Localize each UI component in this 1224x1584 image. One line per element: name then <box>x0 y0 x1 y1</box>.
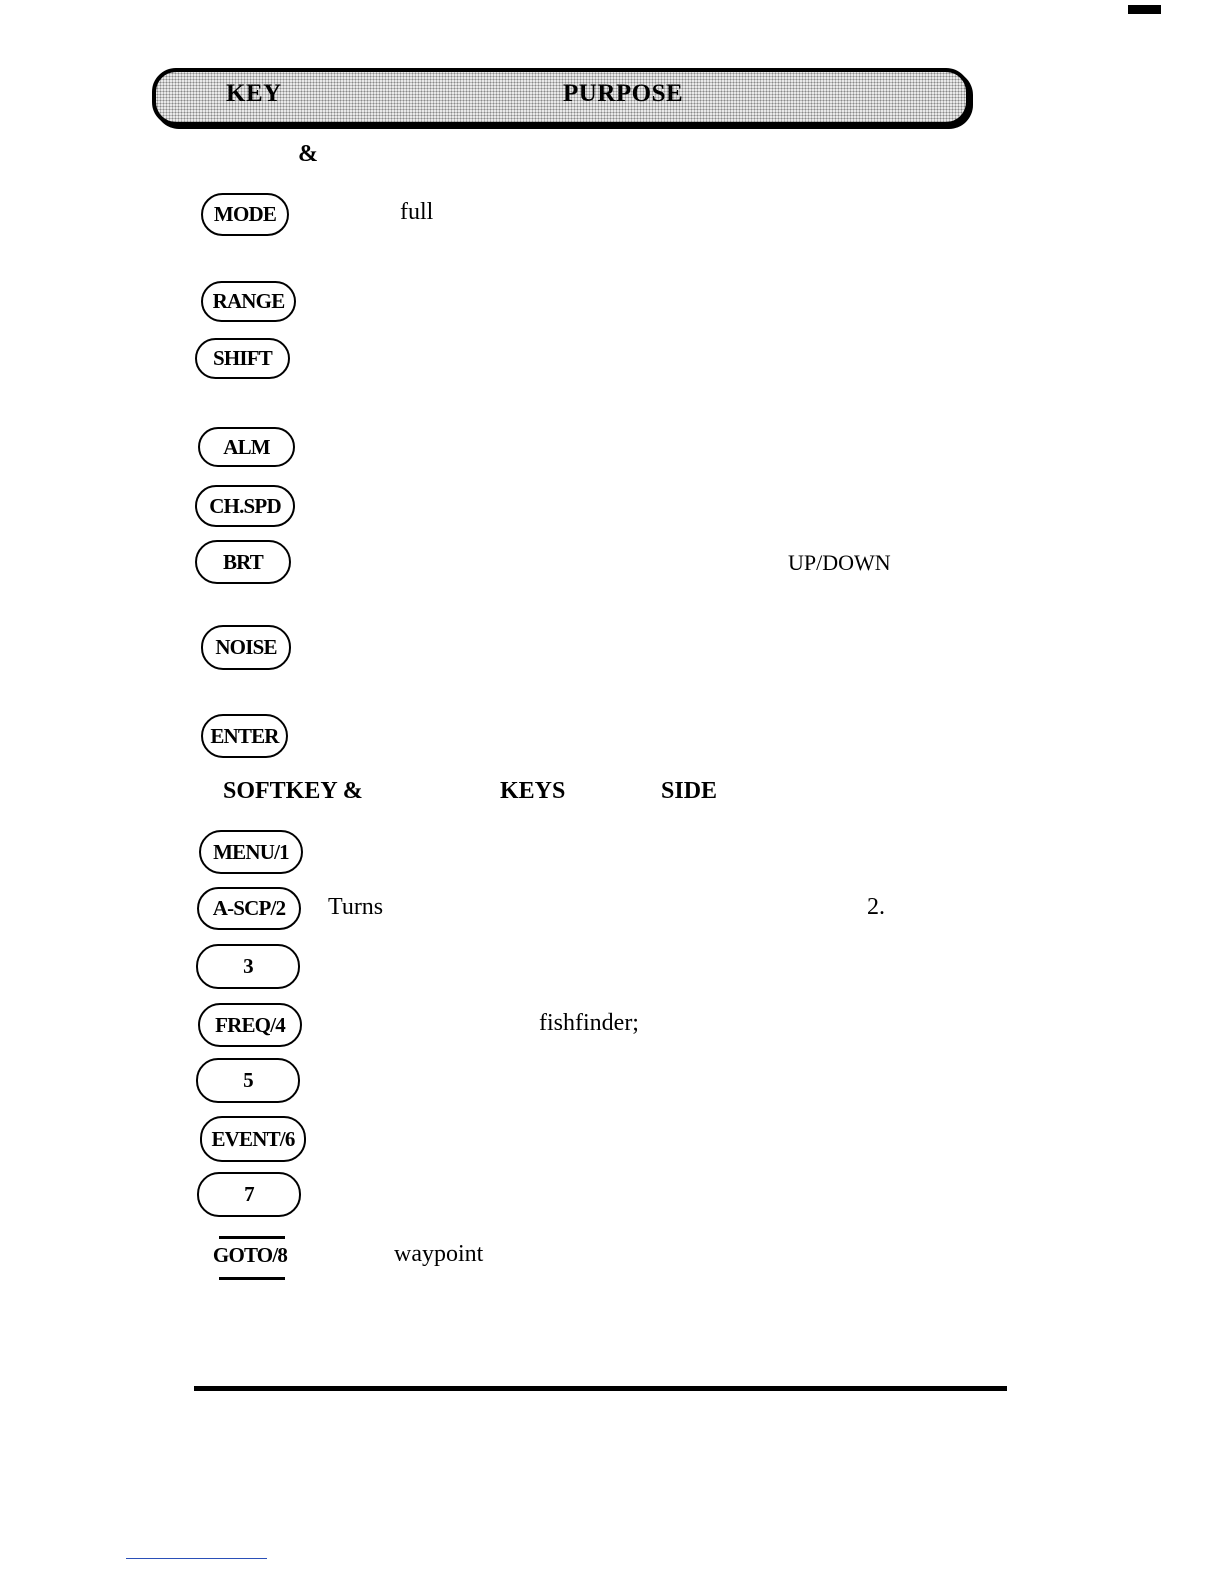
mode-key: MODE <box>201 193 289 236</box>
key-7: 7 <box>197 1172 301 1217</box>
menu-1-key: MENU/1 <box>199 830 303 874</box>
goto-description: waypoint <box>394 1241 484 1267</box>
key-3: 3 <box>196 944 300 989</box>
freq-description: fishfinder; <box>539 1010 639 1036</box>
noise-key: NOISE <box>201 625 291 670</box>
key-5: 5 <box>196 1058 300 1103</box>
brt-description: UP/DOWN <box>788 550 891 575</box>
goto-key-bottom-line <box>219 1277 285 1280</box>
corner-mark <box>1128 5 1161 14</box>
section-title-keys: KEYS <box>500 778 566 804</box>
ascp-description-turns: Turns <box>328 894 384 920</box>
ampersand-fragment: & <box>298 141 318 167</box>
section-title-side: SIDE <box>661 778 718 804</box>
goto-8-key <box>205 1236 295 1280</box>
section-title-softkey: SOFTKEY & <box>223 778 363 804</box>
shift-key: SHIFT <box>195 338 290 379</box>
brt-key: BRT <box>195 540 291 584</box>
goto-key-top-line <box>219 1236 285 1239</box>
goto-key-label: GOTO/8 <box>212 1243 288 1267</box>
alm-key: ALM <box>198 427 295 467</box>
header-key-label: KEY <box>226 80 282 107</box>
header-purpose-label: PURPOSE <box>563 80 684 107</box>
event-6-key: EVENT/6 <box>200 1116 306 1162</box>
chspd-key: CH.SPD <box>195 485 295 527</box>
ascp-2-key: A-SCP/2 <box>197 887 301 930</box>
range-key: RANGE <box>201 281 296 322</box>
enter-key: ENTER <box>201 714 288 758</box>
bottom-link-underline <box>126 1558 267 1559</box>
bottom-rule <box>194 1386 1007 1391</box>
freq-4-key: FREQ/4 <box>198 1003 302 1047</box>
ascp-description-2: 2. <box>867 894 885 920</box>
mode-description: full <box>400 199 434 225</box>
